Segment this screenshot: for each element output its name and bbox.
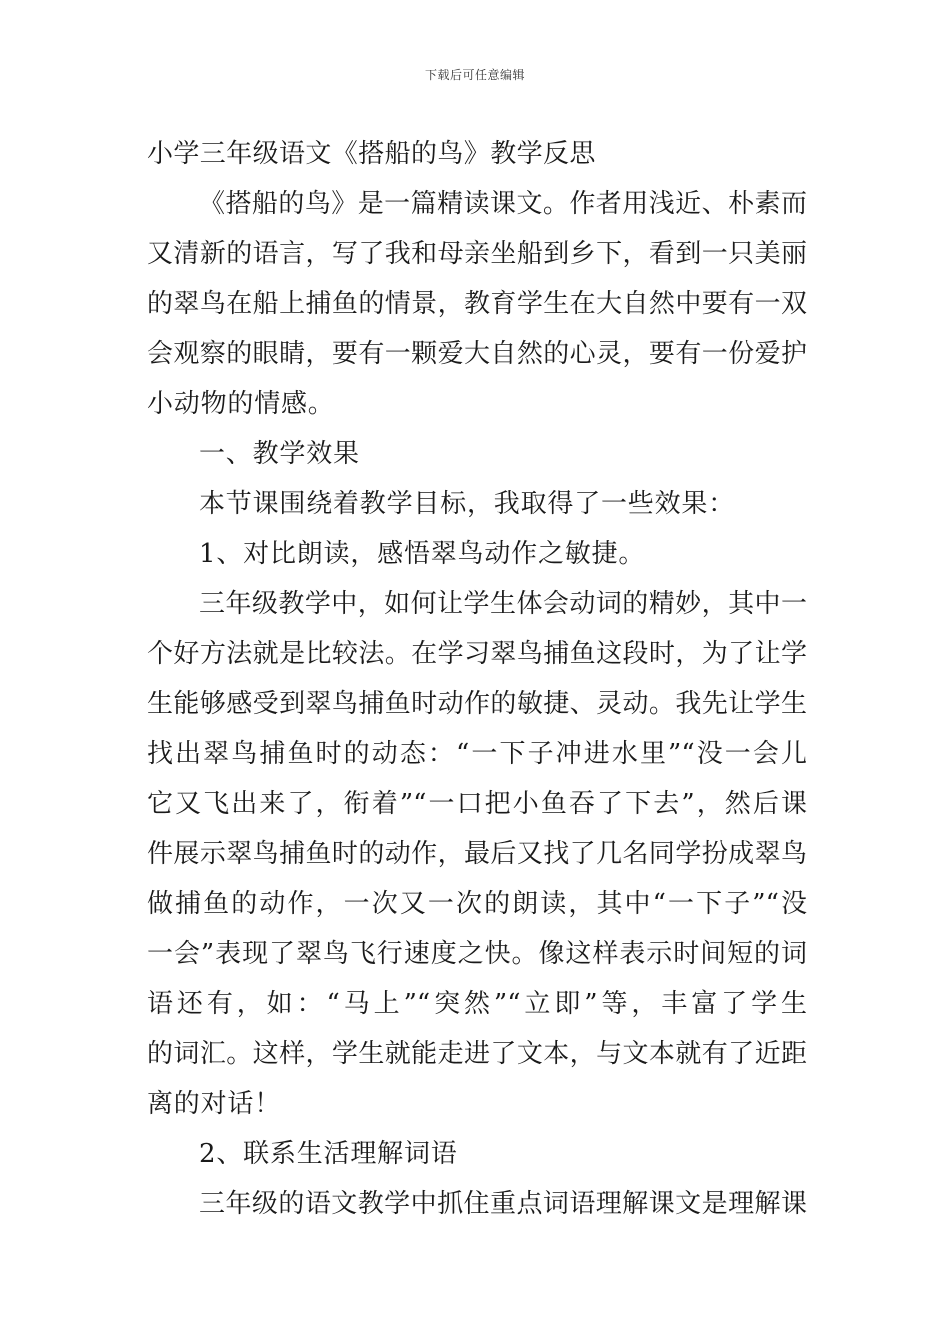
section-heading: 一、教学效果 — [199, 439, 360, 469]
text-line: 个好方法就是比较法。在学习翠鸟捕鱼这段时，为了让学 — [147, 639, 807, 669]
paragraph-vocabulary: 三年级的语文教学中抓住重点词语理解课文是理解课 — [199, 1189, 807, 1219]
document-title: 小学三年级语文《搭船的鸟》教学反思 — [147, 139, 596, 169]
text-line: 它又飞出来了，衔着”“一口把小鱼吞了下去”，然后课 — [147, 789, 807, 819]
text-line: 会观察的眼睛，要有一颗爱大自然的心灵，要有一份爱护 — [147, 339, 807, 369]
text-line: 一会”表现了翠鸟飞行速度之快。像这样表示时间短的词 — [147, 939, 807, 969]
text-line: 的词汇。这样，学生就能走进了文本，与文本就有了近距 — [147, 1039, 807, 1069]
text-line: 生能够感受到翠鸟捕鱼时动作的敏捷、灵动。我先让学生 — [147, 689, 807, 719]
text-line: 三年级教学中，如何让学生体会动词的精妙，其中一 — [199, 589, 807, 619]
text-line: 小动物的情感。 — [147, 389, 335, 419]
paragraph-summary: 本节课围绕着教学目标，我取得了一些效果： — [199, 489, 736, 519]
text-line: 离的对话！ — [147, 1089, 282, 1119]
text-line: 语还有，如：“马上”“突然”“立即”等，丰富了学生 — [147, 989, 807, 1019]
paragraph-intro — [147, 179, 807, 429]
text-line: 《搭船的鸟》是一篇精读课文。作者用浅近、朴素而 — [199, 189, 807, 219]
subheading-2: 2、联系生活理解词语 — [199, 1139, 458, 1169]
page-header: 下载后可任意编辑 — [424, 68, 525, 82]
document-body — [147, 129, 807, 1229]
paragraph-comparison-reading — [147, 579, 807, 1129]
text-line: 又清新的语言，写了我和母亲坐船到乡下，看到一只美丽 — [147, 239, 807, 269]
text-line: 的翠鸟在船上捕鱼的情景，教育学生在大自然中要有一双 — [147, 289, 807, 319]
text-line: 找出翠鸟捕鱼时的动态：“一下子冲进水里”“没一会儿 — [147, 739, 807, 769]
text-line: 件展示翠鸟捕鱼时的动作，最后又找了几名同学扮成翠鸟 — [147, 839, 807, 869]
subheading-1: 1、对比朗读，感悟翠鸟动作之敏捷。 — [199, 539, 646, 569]
text-line: 做捕鱼的动作，一次又一次的朗读，其中“一下子”“没 — [147, 889, 807, 919]
